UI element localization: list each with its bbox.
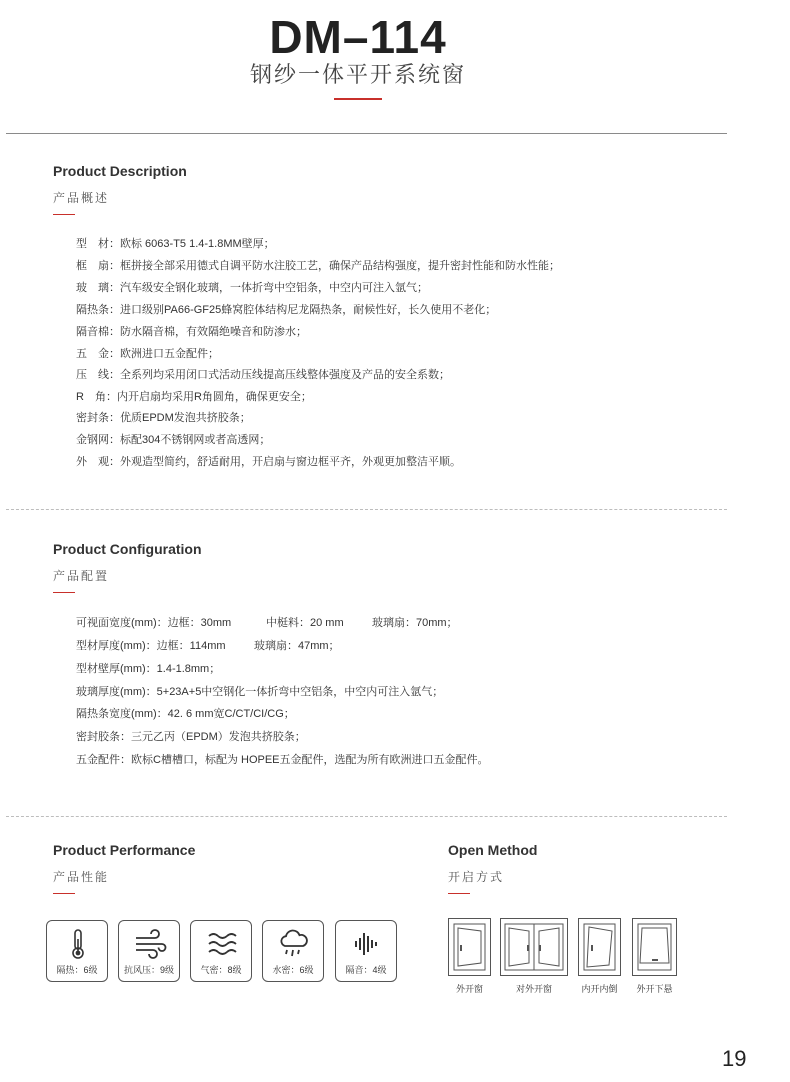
description-title-zh: 产品概述 xyxy=(53,191,110,205)
tilt-turn-icon xyxy=(579,919,620,975)
config-row xyxy=(76,683,443,699)
description-item xyxy=(76,345,219,361)
config-cell: 型材厚度(mm)：边框：114mm xyxy=(76,640,226,652)
config-row xyxy=(76,660,220,676)
item-value: 框拼接全部采用德式自调平防水注胶工艺，确保产品结构强度，提升密封性能和防水性能； xyxy=(120,260,560,272)
open-method-title-zh: 开启方式 xyxy=(448,870,505,884)
item-key: 隔音棉： xyxy=(76,326,120,338)
description-item xyxy=(76,366,450,382)
config-row xyxy=(76,751,489,767)
performance-label: 水密：6级 xyxy=(272,965,314,975)
section-divider xyxy=(6,816,727,817)
open-method-title-en: Open Method xyxy=(448,842,538,858)
double-outward-casement-icon xyxy=(501,919,567,975)
configuration-title-zh: 产品配置 xyxy=(53,569,110,583)
config-cell: 型材壁厚(mm)：1.4-1.8mm； xyxy=(76,663,221,675)
performance-title-zh: 产品性能 xyxy=(53,870,110,884)
open-method-card-outward xyxy=(448,918,491,976)
performance-title-en: Product Performance xyxy=(53,842,196,858)
configuration-title-en: Product Configuration xyxy=(53,541,202,557)
item-value: 汽车级安全钢化玻璃，一体折弯中空铝条，中空内可注入氩气； xyxy=(120,282,428,294)
item-key: 框 扇： xyxy=(76,260,120,272)
open-method-label: 对外开窗 xyxy=(515,984,552,994)
open-method-label: 外开下悬 xyxy=(636,984,673,994)
description-item xyxy=(76,235,275,251)
item-value: 欧洲进口五金配件； xyxy=(120,348,219,360)
description-accent-bar xyxy=(53,214,75,215)
item-value: 全系列均采用闭口式活动压线提高压线整体强度及产品的安全系数； xyxy=(120,369,450,381)
page-number: 19 xyxy=(722,1046,747,1071)
description-item xyxy=(76,409,251,425)
config-cell: 五金配件：欧标C槽槽口，标配为 HOPEE五金配件，选配为所有欧洲进口五金配件。 xyxy=(76,754,489,766)
performance-card-sound xyxy=(335,920,397,982)
config-row xyxy=(76,705,295,721)
item-value: 内开启扇均采用R角圆角，确保更安全； xyxy=(116,391,312,403)
open-method-label: 外开窗 xyxy=(455,984,483,994)
description-item xyxy=(76,431,270,447)
header-divider xyxy=(6,133,727,134)
item-value: 优质EPDM发泡共挤胶条； xyxy=(120,412,251,424)
description-item xyxy=(76,301,496,317)
item-key: 外 观： xyxy=(76,456,120,468)
config-row xyxy=(76,614,458,630)
item-key: 密封条： xyxy=(76,412,120,424)
performance-card-thermal xyxy=(46,920,108,982)
config-cell: 可视面宽度(mm)：边框：30mm xyxy=(76,617,232,629)
top-hung-icon xyxy=(633,919,676,975)
description-item xyxy=(76,323,307,339)
performance-card-wind xyxy=(118,920,180,982)
item-key: 玻 璃： xyxy=(76,282,120,294)
product-model: DM–114 xyxy=(269,11,447,63)
section-divider xyxy=(6,509,727,510)
item-value: 欧标 6063-T5 1.4-1.8MM壁厚； xyxy=(120,238,275,250)
description-title-en: Product Description xyxy=(53,163,187,179)
config-cell: 密封胶条：三元乙丙（EPDM）发泡共挤胶条； xyxy=(76,731,306,743)
performance-label: 抗风压：9级 xyxy=(123,965,174,975)
outward-casement-icon xyxy=(449,919,490,975)
waves-icon xyxy=(205,927,239,961)
item-value: 防水隔音棉，有效隔绝噪音和防渗水； xyxy=(120,326,307,338)
open-method-accent-bar xyxy=(448,893,470,894)
performance-label: 隔热：6级 xyxy=(56,965,98,975)
thermometer-icon xyxy=(61,927,95,961)
performance-accent-bar xyxy=(53,893,75,894)
rain-cloud-icon xyxy=(277,927,311,961)
item-key: 压 线： xyxy=(76,369,120,381)
performance-card-watertight xyxy=(262,920,324,982)
sound-wave-icon xyxy=(350,927,384,961)
item-value: 外观造型简约，舒适耐用，开启扇与窗边框平齐，外观更加整洁平顺。 xyxy=(120,456,461,468)
open-method-label: 内开内倒 xyxy=(581,984,618,994)
performance-card-airtight xyxy=(190,920,252,982)
config-row xyxy=(76,637,340,653)
open-method-card-top-hung xyxy=(632,918,677,976)
configuration-accent-bar xyxy=(53,592,75,593)
config-cell: 玻璃扇：70mm； xyxy=(372,617,458,629)
item-key: 隔热条： xyxy=(76,304,120,316)
config-cell: 隔热条宽度(mm)：42. 6 mm宽C/CT/CI/CG； xyxy=(76,708,295,720)
performance-label: 气密：8级 xyxy=(200,965,242,975)
product-subtitle: 钢纱一体平开系统窗 xyxy=(249,62,466,87)
description-item xyxy=(76,388,312,404)
open-method-card-tilt-turn xyxy=(578,918,621,976)
config-cell: 中梃料：20 mm xyxy=(266,617,344,629)
item-key: 型 材： xyxy=(76,238,120,250)
item-key: 五 金： xyxy=(76,348,120,360)
wind-icon xyxy=(133,927,167,961)
config-row xyxy=(76,728,306,744)
config-cell: 玻璃厚度(mm)：5+23A+5中空钢化一体折弯中空铝条，中空内可注入氩气； xyxy=(76,686,444,698)
item-value: 进口级别PA66-GF25蜂窝腔体结构尼龙隔热条，耐候性好，长久使用不老化； xyxy=(120,304,497,316)
description-item xyxy=(76,453,461,469)
item-key: 金钢网： xyxy=(76,434,120,446)
open-method-card-double-outward xyxy=(500,918,568,976)
performance-label: 隔音：4级 xyxy=(345,965,387,975)
item-value: 标配304不锈钢网或者高透网； xyxy=(120,434,271,446)
description-item xyxy=(76,279,428,295)
description-item xyxy=(76,257,560,273)
item-key: R 角： xyxy=(76,391,117,403)
title-accent-bar xyxy=(334,98,382,100)
config-cell: 玻璃扇：47mm； xyxy=(254,640,340,652)
